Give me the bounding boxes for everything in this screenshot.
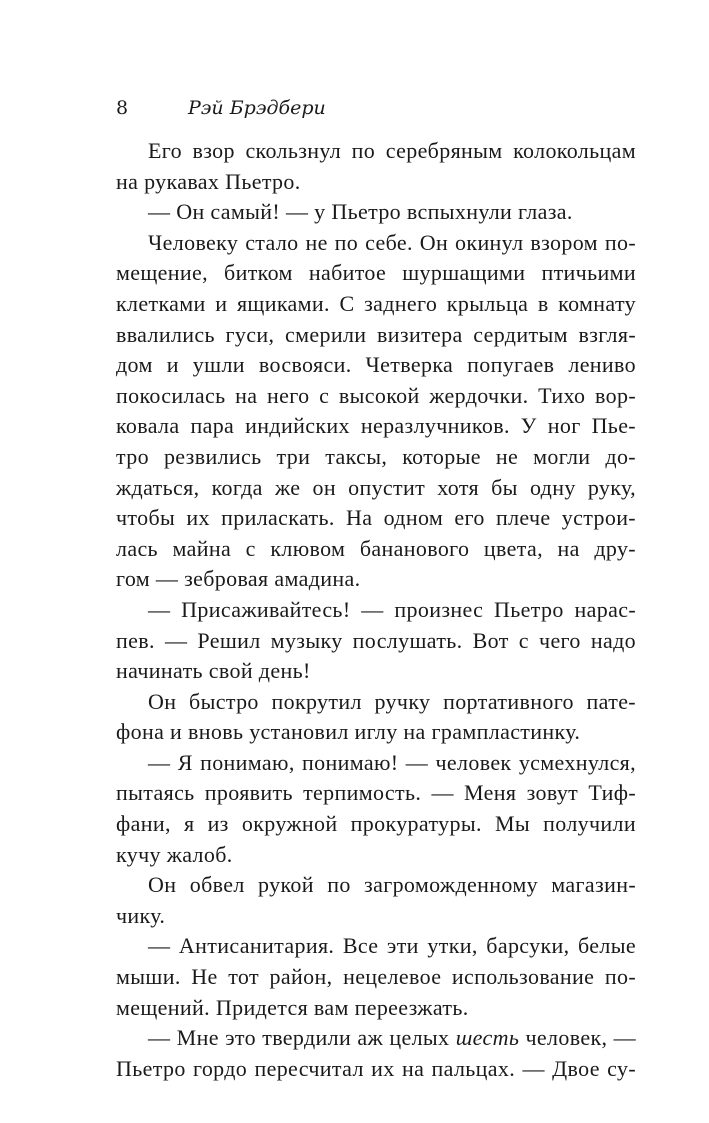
text-run: — Мне это твердили аж целых <box>148 1025 456 1051</box>
text-line: — Антисанитария. Все эти утки, барсуки, белые <box>148 933 636 959</box>
page-body <box>116 136 636 1084</box>
text-line: гом — зебровая амадина. <box>116 566 361 592</box>
text-line: фани, я из окружной прокуратуры. Мы получили <box>116 811 636 837</box>
text-line: кучу жалоб. <box>116 841 233 867</box>
text-line: — Присаживайтесь! — произнес Пьетро нарас- <box>148 596 636 622</box>
text-line: Он быстро покрутил ручку портативного пате- <box>148 688 636 714</box>
text-line: — Он самый! — у Пьетро вспыхнули глаза. <box>148 199 573 225</box>
text-line: покосилась на него с высокой жердочки. Тихо вор- <box>116 382 636 408</box>
text-line: клетками и ящиками. С заднего крыльца в комнату <box>116 290 636 316</box>
running-header <box>116 94 636 122</box>
text-line: пытаясь проявить терпимость. — Меня зовут Тиф- <box>116 780 636 806</box>
text-line: Его взор скользнул по серебряным колокольцам <box>148 138 636 163</box>
emphasized-word: шесть <box>455 1025 520 1051</box>
text-line: мещений. Придется вам переезжать. <box>116 994 469 1020</box>
text-line: Человеку стало не по себе. Он окинул взором по- <box>148 229 636 255</box>
page-number: 8 <box>116 97 129 119</box>
text-line: ждаться, когда же он опустит хотя бы одну руку, <box>116 474 636 500</box>
text-line: Он обвел рукой по загроможденному магазин- <box>148 872 636 898</box>
text-run: человек, — <box>519 1025 636 1051</box>
text-line: мещение, битком набитое шуршащими птичьими <box>116 260 636 286</box>
text-line: ввалились гуси, смерили визитера сердитым взгля- <box>116 321 636 347</box>
text-line: — Я понимаю, понимаю! — человек усмехнулся, <box>148 749 636 775</box>
text-line: пев. — Решил музыку послушать. Вот с чего надо <box>116 627 636 653</box>
text-line-with-emphasis <box>116 1023 636 1054</box>
text-line: фона и вновь установил иглу на грампластинку. <box>116 719 581 745</box>
text-line: мыши. Не тот район, нецелевое использование по- <box>116 964 636 990</box>
text-line: Пьетро гордо пересчитал их на пальцах. — Двое су- <box>116 1055 636 1081</box>
text-line: ковала пара индийских неразлучников. У ног Пье- <box>116 413 636 439</box>
text-line: начинать свой день! <box>116 658 311 684</box>
text-line: тро резвились три таксы, которые не могли до- <box>116 443 636 469</box>
text-line: чику. <box>116 902 166 928</box>
running-title: Рэй Брэдбери <box>188 97 326 119</box>
text-line: лась майна с клювом бананового цвета, на дру- <box>116 535 636 561</box>
text-line: дом и ушли восвояси. Четверка попугаев лениво <box>116 352 636 378</box>
text-line: на рукавах Пьетро. <box>116 168 301 194</box>
text-line: чтобы их приласкать. На одном его плече устрои- <box>116 505 636 531</box>
